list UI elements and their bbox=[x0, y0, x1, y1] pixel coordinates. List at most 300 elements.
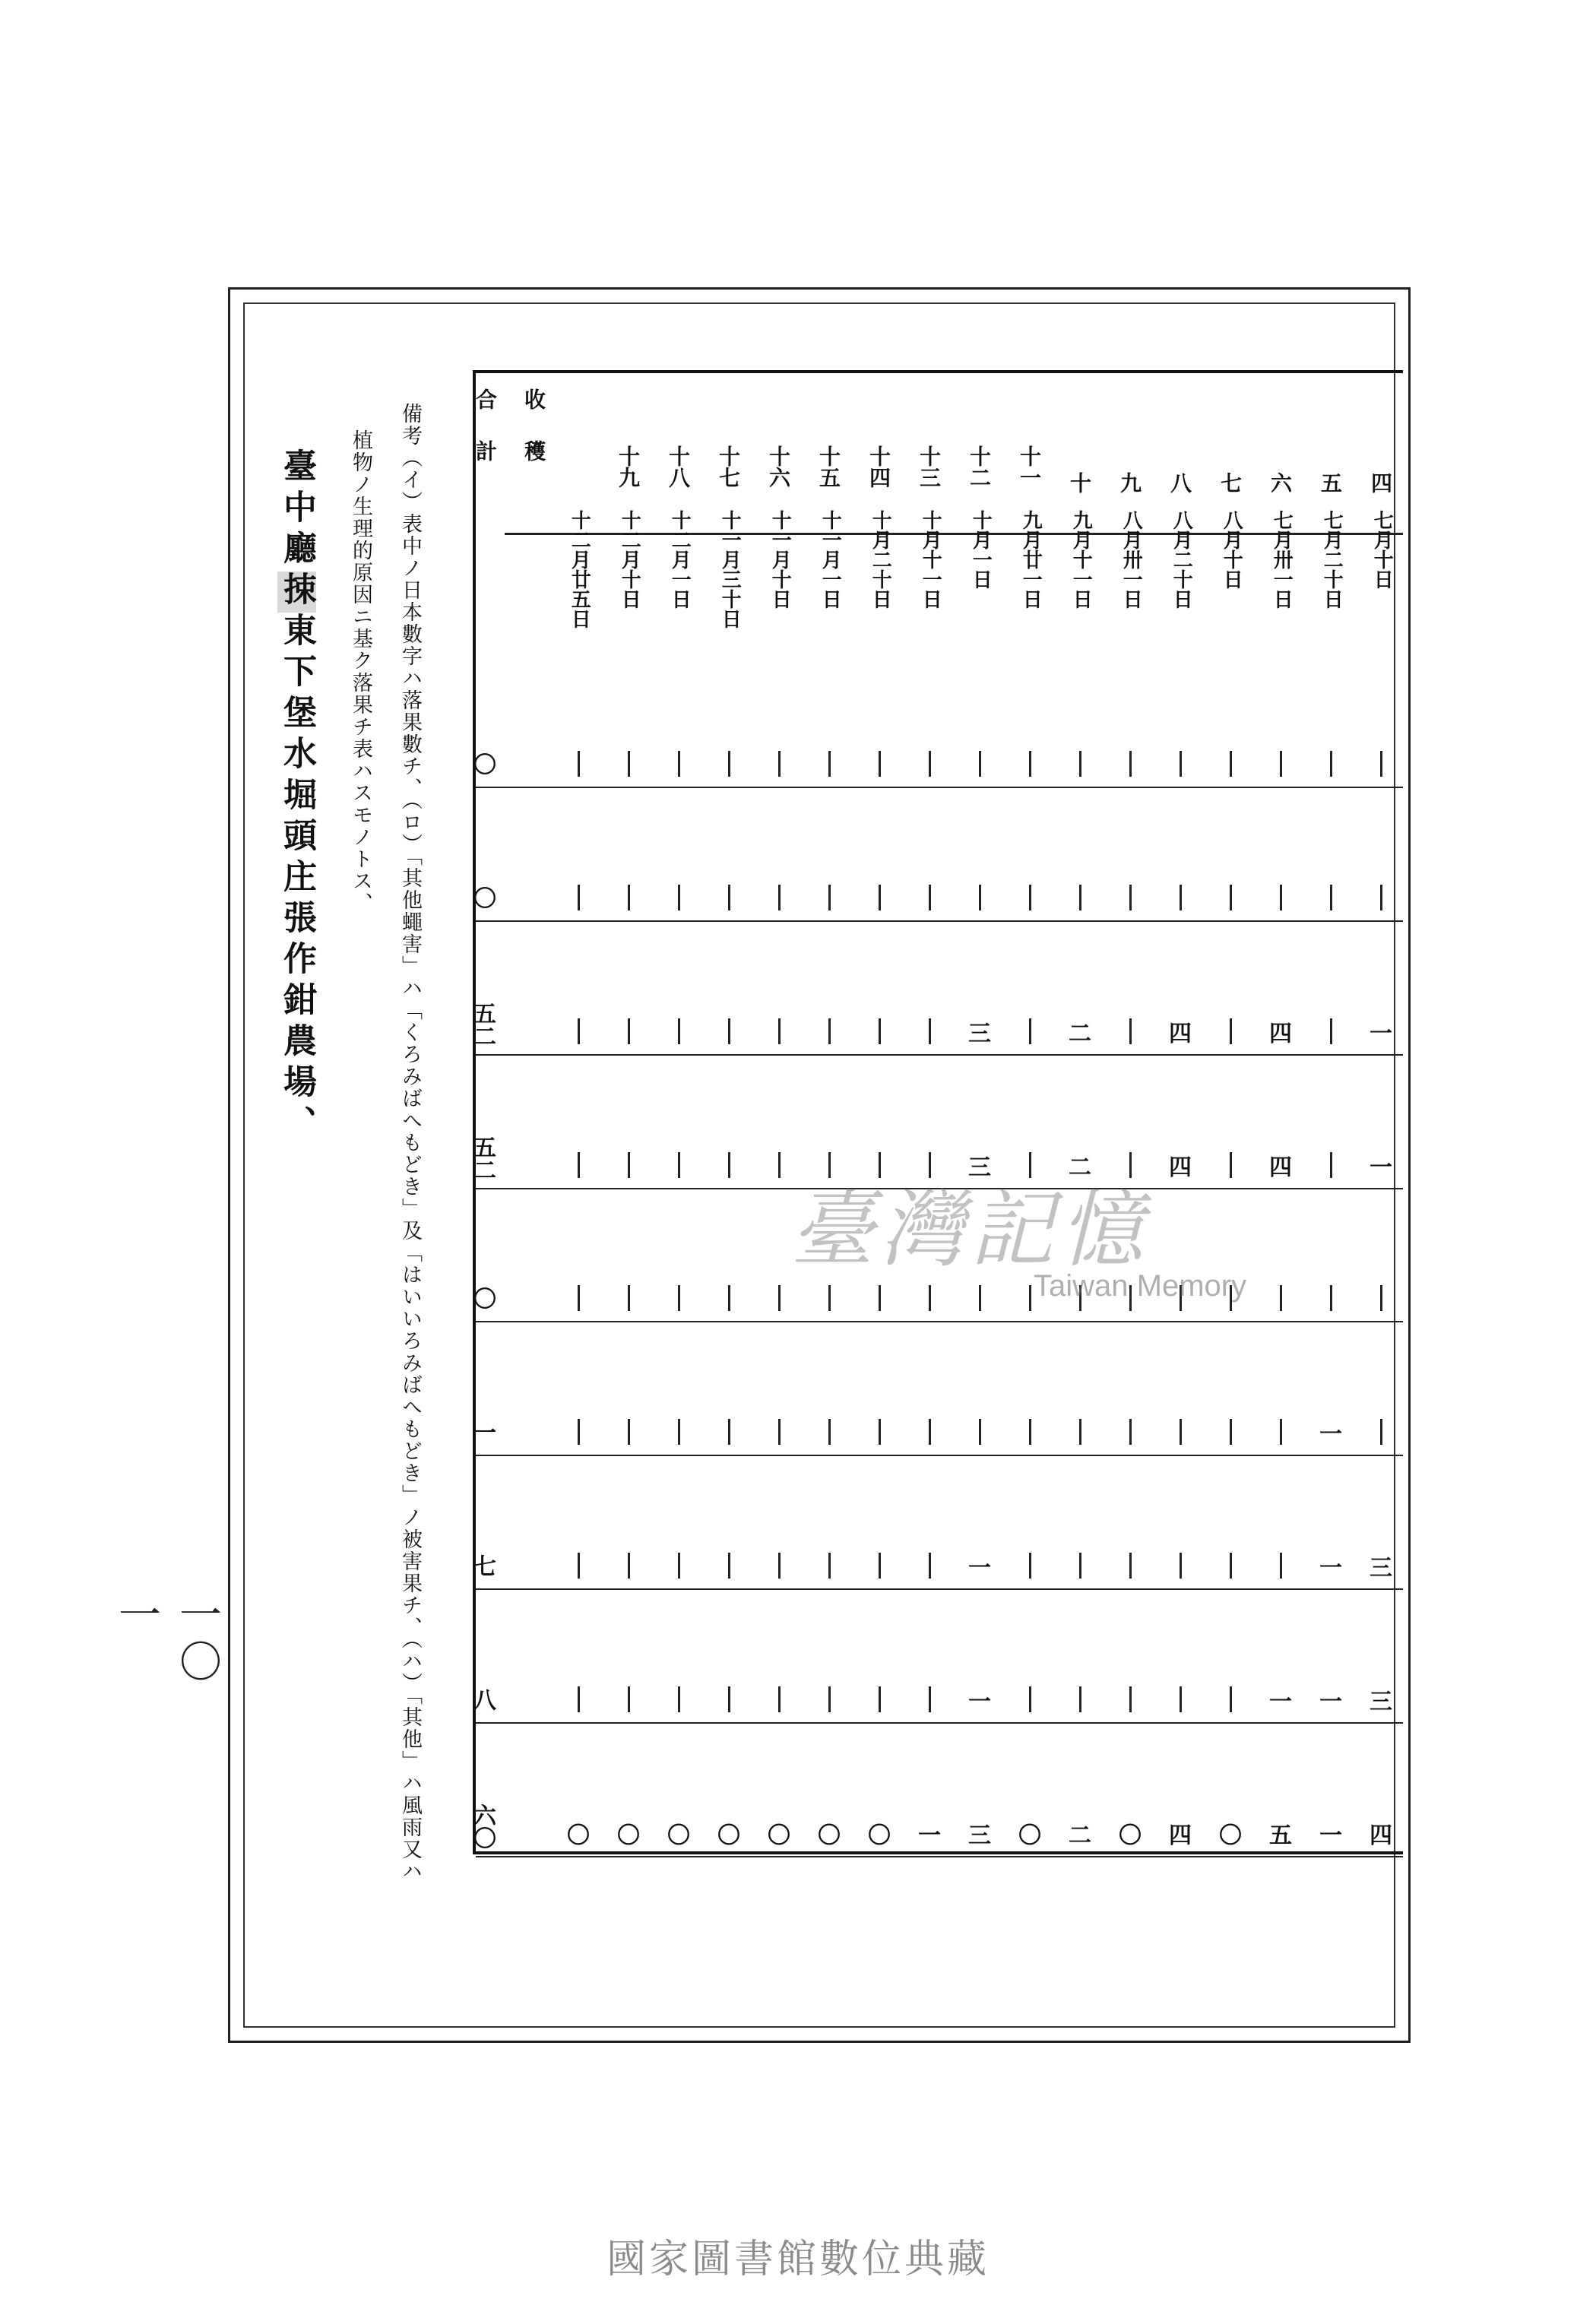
table-cell bbox=[1005, 1411, 1055, 1453]
column-date: 十一月十日 bbox=[768, 510, 792, 609]
row-divider bbox=[476, 1588, 1403, 1590]
nil-dash bbox=[678, 751, 680, 777]
nil-dash bbox=[778, 1285, 781, 1311]
nil-dash bbox=[929, 1285, 931, 1311]
table-cell bbox=[654, 1010, 704, 1053]
watermark-subtext: Taiwan Memory bbox=[1034, 1269, 1247, 1303]
row-total: 六〇 bbox=[469, 1803, 496, 1849]
table-cell bbox=[1205, 1411, 1256, 1453]
table-cell: 四 bbox=[1169, 1822, 1192, 1849]
row-divider bbox=[476, 1455, 1403, 1456]
column-number: 十六 bbox=[766, 445, 791, 488]
table-cell bbox=[1005, 1144, 1055, 1186]
table-cell bbox=[1256, 1544, 1306, 1587]
nil-dash bbox=[879, 1285, 881, 1311]
nil-dash bbox=[1079, 751, 1081, 777]
table-cell: 〇 bbox=[818, 1822, 841, 1849]
table-cell bbox=[854, 876, 904, 919]
table-cell bbox=[1055, 743, 1105, 785]
table-cell: 三 bbox=[968, 1020, 991, 1047]
table-cell bbox=[1105, 876, 1155, 919]
nil-dash bbox=[728, 751, 730, 777]
table-cell: 四 bbox=[1269, 1154, 1292, 1181]
table-cell bbox=[1256, 743, 1306, 785]
table-cell bbox=[1055, 1277, 1105, 1319]
table-cell bbox=[553, 743, 603, 785]
column-number: 十五 bbox=[816, 445, 841, 488]
nil-dash bbox=[628, 885, 630, 910]
table-cell bbox=[1205, 1010, 1256, 1053]
column-number: 十三 bbox=[917, 445, 942, 488]
table-cell: 三 bbox=[1370, 1689, 1392, 1716]
table-cell: 一 bbox=[1319, 1421, 1342, 1449]
column-number: 十四 bbox=[866, 445, 891, 488]
nil-dash bbox=[828, 1285, 831, 1311]
table-cell bbox=[1306, 1144, 1356, 1186]
nil-dash bbox=[929, 1419, 931, 1445]
table-cell bbox=[904, 743, 955, 785]
nil-dash bbox=[828, 751, 831, 777]
row-divider bbox=[476, 1321, 1403, 1322]
table-cell: 一 bbox=[1370, 1154, 1392, 1181]
table-cell bbox=[804, 1544, 854, 1587]
table-cell bbox=[1005, 876, 1055, 919]
nil-dash bbox=[778, 885, 781, 910]
table-cell: 〇 bbox=[1119, 1822, 1142, 1849]
table-cell: 三 bbox=[968, 1154, 991, 1181]
nil-dash bbox=[778, 1419, 781, 1445]
nil-dash bbox=[1129, 751, 1132, 777]
nil-dash bbox=[879, 1018, 881, 1044]
column-date: 十月一日 bbox=[969, 510, 993, 589]
nil-dash bbox=[1380, 885, 1382, 910]
nil-dash bbox=[578, 751, 580, 777]
nil-dash bbox=[728, 1686, 730, 1712]
title-prefix: 臺中廳 bbox=[277, 448, 316, 572]
nil-dash bbox=[1330, 1285, 1332, 1311]
footer-credit: 國家圖書館數位典藏 bbox=[606, 2237, 990, 2282]
table-cell: 〇 bbox=[768, 1822, 790, 1849]
table-cell bbox=[1306, 743, 1356, 785]
nil-dash bbox=[1079, 1553, 1081, 1579]
table-cell bbox=[854, 1411, 904, 1453]
column-date: 十二月一日 bbox=[668, 510, 692, 609]
table-cell bbox=[654, 1544, 704, 1587]
table-cell bbox=[1205, 1678, 1256, 1721]
table-cell bbox=[955, 1411, 1005, 1453]
table-cell bbox=[704, 1010, 754, 1053]
column-date: 八月二十日 bbox=[1170, 510, 1193, 609]
nil-dash bbox=[879, 1686, 881, 1712]
nil-dash bbox=[979, 751, 981, 777]
table-cell bbox=[603, 1544, 654, 1587]
table-cell bbox=[1055, 1678, 1105, 1721]
table-cell bbox=[1105, 1678, 1155, 1721]
column-date: 七月卅一日 bbox=[1270, 510, 1294, 609]
column-date: 九月廿一日 bbox=[1019, 510, 1043, 609]
table-cell: 四 bbox=[1370, 1822, 1392, 1849]
nil-dash bbox=[728, 885, 730, 910]
table-cell: 〇 bbox=[868, 1822, 891, 1849]
nil-dash bbox=[1029, 1285, 1031, 1311]
nil-dash bbox=[1029, 1419, 1031, 1445]
table-cell bbox=[704, 1144, 754, 1186]
nil-dash bbox=[1230, 1285, 1232, 1311]
table-cell bbox=[1105, 1277, 1155, 1319]
row-total: 八 bbox=[469, 1688, 496, 1712]
table-cell bbox=[754, 1544, 804, 1587]
row-divider bbox=[476, 1722, 1403, 1724]
nil-dash bbox=[628, 1686, 630, 1712]
nil-dash bbox=[1330, 1152, 1332, 1178]
nil-dash bbox=[628, 1553, 630, 1579]
table-cell: 一 bbox=[1319, 1555, 1342, 1582]
column-date: 九月十一日 bbox=[1069, 510, 1093, 609]
table-cell: 〇 bbox=[1219, 1822, 1242, 1849]
row-total: 五二 bbox=[469, 1001, 496, 1047]
table-cell bbox=[754, 876, 804, 919]
column-date: 七月十日 bbox=[1370, 510, 1394, 589]
table-cell bbox=[804, 1678, 854, 1721]
nil-dash bbox=[628, 1419, 630, 1445]
table-cell bbox=[553, 1144, 603, 1186]
table-cell bbox=[955, 743, 1005, 785]
table-cell bbox=[603, 1144, 654, 1186]
table-cell bbox=[904, 1544, 955, 1587]
table-cell bbox=[704, 743, 754, 785]
nil-dash bbox=[1129, 1686, 1132, 1712]
nil-dash bbox=[879, 1152, 881, 1178]
nil-dash bbox=[1079, 1419, 1081, 1445]
nil-dash bbox=[1079, 1686, 1081, 1712]
nil-dash bbox=[1029, 1152, 1031, 1178]
table-cell bbox=[804, 1411, 854, 1453]
nil-dash bbox=[1330, 885, 1332, 910]
table-cell bbox=[603, 743, 654, 785]
table-cell bbox=[1055, 876, 1105, 919]
table-cell bbox=[1205, 743, 1256, 785]
table-cell: 一 bbox=[968, 1555, 991, 1582]
table-cell bbox=[854, 743, 904, 785]
table-cell bbox=[1205, 1144, 1256, 1186]
table-cell bbox=[654, 1277, 704, 1319]
table-cell: 二 bbox=[1069, 1154, 1091, 1181]
nil-dash bbox=[578, 885, 580, 910]
table-cell: 〇 bbox=[667, 1822, 690, 1849]
table-cell bbox=[1005, 1277, 1055, 1319]
nil-dash bbox=[1029, 885, 1031, 910]
table-cell bbox=[654, 1144, 704, 1186]
table-cell: 一 bbox=[918, 1822, 941, 1849]
table-cell bbox=[754, 1144, 804, 1186]
column-date: 七月二十日 bbox=[1320, 510, 1344, 609]
row-divider bbox=[476, 1188, 1403, 1189]
row-total: 〇 bbox=[469, 752, 496, 775]
nil-dash bbox=[1180, 1285, 1182, 1311]
row-total: 七 bbox=[469, 1554, 496, 1578]
nil-dash bbox=[1380, 1419, 1382, 1445]
table-cell bbox=[804, 743, 854, 785]
nil-dash bbox=[1180, 885, 1182, 910]
table-cell bbox=[1306, 876, 1356, 919]
nil-dash bbox=[778, 1553, 781, 1579]
column-date: 八月十日 bbox=[1220, 510, 1243, 589]
table-cell bbox=[553, 1277, 603, 1319]
nil-dash bbox=[728, 1152, 730, 1178]
table-cell bbox=[1356, 1277, 1406, 1319]
table-cell bbox=[754, 1010, 804, 1053]
table-cell bbox=[1105, 1010, 1155, 1053]
column-date: 十月二十日 bbox=[869, 510, 892, 609]
nil-dash bbox=[1079, 885, 1081, 910]
row-total: 〇 bbox=[469, 1287, 496, 1310]
table-cell bbox=[553, 1678, 603, 1721]
nil-dash bbox=[929, 751, 931, 777]
table-cell bbox=[654, 876, 704, 919]
table-cell bbox=[1005, 1010, 1055, 1053]
table-cell bbox=[854, 1678, 904, 1721]
table-cell bbox=[1306, 1277, 1356, 1319]
table-cell bbox=[904, 1277, 955, 1319]
nil-dash bbox=[1180, 751, 1182, 777]
table-cell bbox=[603, 1678, 654, 1721]
nil-dash bbox=[628, 751, 630, 777]
nil-dash bbox=[1230, 1553, 1232, 1579]
nil-dash bbox=[1129, 1553, 1132, 1579]
table-cell bbox=[1155, 1544, 1205, 1587]
nil-dash bbox=[1129, 885, 1132, 910]
nil-dash bbox=[778, 751, 781, 777]
table-cell bbox=[1205, 1544, 1256, 1587]
nil-dash bbox=[1029, 1018, 1031, 1044]
table-cell bbox=[1356, 743, 1406, 785]
table-cell bbox=[955, 876, 1005, 919]
table-cell bbox=[1155, 876, 1205, 919]
column-date: 十一月一日 bbox=[819, 510, 842, 609]
table-cell bbox=[603, 1411, 654, 1453]
nil-dash bbox=[578, 1553, 580, 1579]
nil-dash bbox=[1230, 1419, 1232, 1445]
table-cell: 四 bbox=[1269, 1020, 1292, 1047]
table-cell bbox=[904, 876, 955, 919]
nil-dash bbox=[929, 1152, 931, 1178]
table-cell bbox=[704, 1411, 754, 1453]
table-cell bbox=[1105, 1144, 1155, 1186]
table-cell bbox=[754, 1277, 804, 1319]
column-number: 十八 bbox=[666, 445, 691, 488]
nil-dash bbox=[1330, 1018, 1332, 1044]
nil-dash bbox=[1280, 885, 1282, 910]
nil-dash bbox=[1280, 1553, 1282, 1579]
table-cell bbox=[1256, 1411, 1306, 1453]
table-cell bbox=[804, 1144, 854, 1186]
nil-dash bbox=[678, 1018, 680, 1044]
table-cell: 四 bbox=[1169, 1020, 1192, 1047]
table-cell: 四 bbox=[1169, 1154, 1192, 1181]
nil-dash bbox=[979, 1285, 981, 1311]
nil-dash bbox=[1230, 1686, 1232, 1712]
table-cell bbox=[553, 1411, 603, 1453]
nil-dash bbox=[728, 1553, 730, 1579]
column-number: 五 bbox=[1318, 472, 1343, 493]
nil-dash bbox=[1230, 1018, 1232, 1044]
table-cell bbox=[1005, 1544, 1055, 1587]
nil-dash bbox=[678, 1285, 680, 1311]
table-cell bbox=[754, 743, 804, 785]
table-cell bbox=[553, 1544, 603, 1587]
table-cell bbox=[854, 1144, 904, 1186]
nil-dash bbox=[879, 1553, 881, 1579]
table-cell bbox=[654, 1678, 704, 1721]
nil-dash bbox=[778, 1018, 781, 1044]
column-number: 四 bbox=[1368, 472, 1393, 493]
row-total: 〇 bbox=[469, 885, 496, 909]
nil-dash bbox=[628, 1285, 630, 1311]
table-cell bbox=[1306, 1010, 1356, 1053]
column-number: 七 bbox=[1218, 472, 1243, 493]
table-cell bbox=[904, 1010, 955, 1053]
table-cell: 二 bbox=[1069, 1822, 1091, 1849]
table-cell bbox=[1205, 1277, 1256, 1319]
table-cell bbox=[1155, 1411, 1205, 1453]
harvest-label: 收穫 bbox=[521, 388, 546, 492]
nil-dash bbox=[1230, 751, 1232, 777]
table-cell bbox=[704, 1678, 754, 1721]
nil-dash bbox=[879, 751, 881, 777]
nil-dash bbox=[1129, 1285, 1132, 1311]
table-cell: 〇 bbox=[1018, 1822, 1041, 1849]
table-cell bbox=[854, 1544, 904, 1587]
nil-dash bbox=[628, 1018, 630, 1044]
nil-dash bbox=[1280, 1285, 1282, 1311]
table-cell bbox=[904, 1678, 955, 1721]
table-cell bbox=[603, 876, 654, 919]
row-divider bbox=[476, 787, 1403, 788]
fruit-drop-table bbox=[469, 370, 1403, 1854]
table-cell bbox=[804, 876, 854, 919]
nil-dash bbox=[828, 1686, 831, 1712]
title-highlight: 捒 bbox=[277, 572, 316, 613]
nil-dash bbox=[828, 1018, 831, 1044]
table-cell bbox=[1155, 1277, 1205, 1319]
nil-dash bbox=[1029, 1553, 1031, 1579]
column-number: 八 bbox=[1167, 472, 1192, 493]
nil-dash bbox=[678, 1152, 680, 1178]
nil-dash bbox=[1129, 1018, 1132, 1044]
nil-dash bbox=[1380, 751, 1382, 777]
table-cell: 二 bbox=[1069, 1020, 1091, 1047]
table-cell bbox=[1155, 1678, 1205, 1721]
table-cell bbox=[1105, 743, 1155, 785]
nil-dash bbox=[728, 1018, 730, 1044]
nil-dash bbox=[1380, 1285, 1382, 1311]
table-cell bbox=[553, 876, 603, 919]
nil-dash bbox=[778, 1686, 781, 1712]
table-cell bbox=[654, 743, 704, 785]
nil-dash bbox=[1079, 1285, 1081, 1311]
table-cell bbox=[754, 1411, 804, 1453]
nil-dash bbox=[778, 1152, 781, 1178]
column-date: 十月十一日 bbox=[919, 510, 942, 609]
table-cell bbox=[904, 1144, 955, 1186]
nil-dash bbox=[828, 885, 831, 910]
table-cell bbox=[553, 1010, 603, 1053]
table-cell: 一 bbox=[1370, 1020, 1392, 1047]
nil-dash bbox=[1180, 1419, 1182, 1445]
nil-dash bbox=[578, 1152, 580, 1178]
title-rest: 東下堡水堀頭庄張作鉗農場、 bbox=[277, 613, 316, 1146]
nil-dash bbox=[929, 1018, 931, 1044]
nil-dash bbox=[929, 1553, 931, 1579]
table-cell bbox=[1055, 1544, 1105, 1587]
nil-dash bbox=[979, 885, 981, 910]
table-cell bbox=[603, 1010, 654, 1053]
nil-dash bbox=[1180, 1686, 1182, 1712]
nil-dash bbox=[1029, 751, 1031, 777]
nil-dash bbox=[1180, 1553, 1182, 1579]
nil-dash bbox=[1330, 751, 1332, 777]
table-cell: 一 bbox=[1319, 1689, 1342, 1716]
column-date: 十二月廿五日 bbox=[568, 510, 591, 629]
column-date: 十二月十日 bbox=[618, 510, 641, 609]
nil-dash bbox=[678, 1686, 680, 1712]
nil-dash bbox=[578, 1686, 580, 1712]
nil-dash bbox=[578, 1419, 580, 1445]
total-label: 合計 bbox=[473, 388, 498, 492]
remarks-line-1: 備考（イ）表中ノ日本數字ハ落果數チ、（ロ）「其他蠅害」ハ「くろみばへもどき」及「はいいろみばへもどき」ノ被害果チ、（ハ）「其他」ハ風雨又ハ bbox=[398, 403, 422, 1883]
table-cell bbox=[804, 1277, 854, 1319]
column-number: 十 bbox=[1067, 472, 1092, 493]
nil-dash bbox=[979, 1419, 981, 1445]
row-divider bbox=[476, 1856, 1403, 1857]
nil-dash bbox=[1230, 885, 1232, 910]
table-cell: 〇 bbox=[567, 1822, 590, 1849]
table-cell bbox=[704, 876, 754, 919]
nil-dash bbox=[828, 1152, 831, 1178]
watermark-text: 臺灣記憶 bbox=[790, 1181, 1149, 1278]
nil-dash bbox=[628, 1152, 630, 1178]
nil-dash bbox=[1280, 1419, 1282, 1445]
table-cell: 三 bbox=[1370, 1555, 1392, 1582]
page-number: 一〇一 bbox=[112, 1592, 222, 1686]
nil-dash bbox=[828, 1553, 831, 1579]
column-number: 十二 bbox=[967, 445, 992, 488]
nil-dash bbox=[929, 885, 931, 910]
table-cell bbox=[1356, 876, 1406, 919]
column-number: 十七 bbox=[716, 445, 741, 488]
table-cell bbox=[1356, 1411, 1406, 1453]
nil-dash bbox=[678, 1553, 680, 1579]
table-cell bbox=[1155, 743, 1205, 785]
column-number: 十一 bbox=[1017, 445, 1042, 488]
page-title bbox=[272, 448, 321, 1146]
row-divider bbox=[476, 920, 1403, 922]
table-cell bbox=[1105, 1544, 1155, 1587]
remarks-line-2: 植物ノ生理的原因ニ基ク落果チ表ハスモノトス、 bbox=[349, 429, 372, 914]
nil-dash bbox=[678, 885, 680, 910]
table-cell bbox=[654, 1411, 704, 1453]
row-total: 一 bbox=[469, 1420, 496, 1444]
table-cell bbox=[603, 1277, 654, 1319]
nil-dash bbox=[879, 1419, 881, 1445]
table-cell bbox=[854, 1277, 904, 1319]
row-total: 五二 bbox=[469, 1135, 496, 1181]
nil-dash bbox=[578, 1285, 580, 1311]
nil-dash bbox=[728, 1419, 730, 1445]
table-cell bbox=[854, 1010, 904, 1053]
row-divider bbox=[476, 1054, 1403, 1056]
table-cell bbox=[1105, 1411, 1155, 1453]
